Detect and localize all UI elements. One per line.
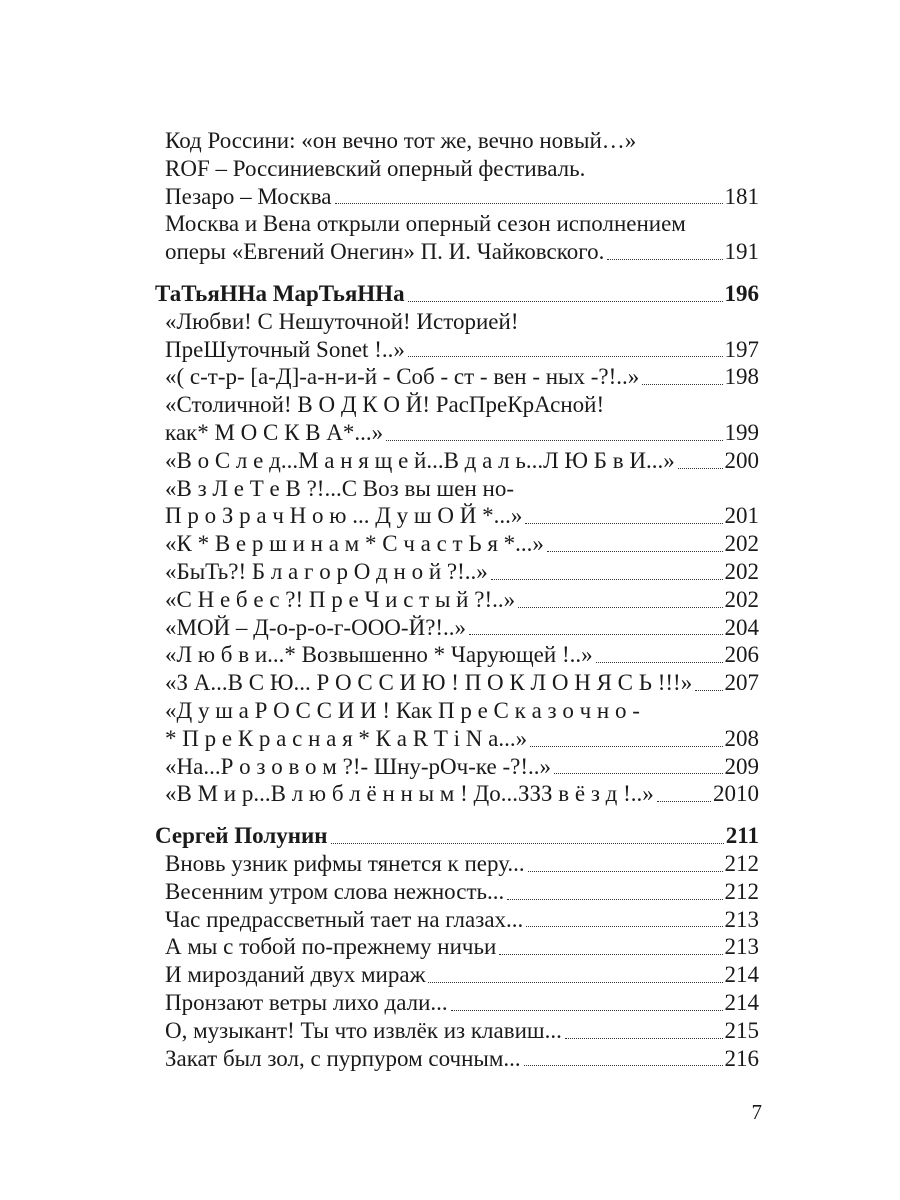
entry-title: «Любви! С Нешуточной! Историей! [165, 308, 519, 334]
toc-entry[interactable] [155, 669, 759, 697]
dot-leader [547, 551, 723, 552]
section-gap [155, 266, 759, 280]
dot-leader [507, 899, 722, 900]
toc-entry[interactable] [155, 989, 759, 1017]
dot-leader [565, 1038, 723, 1039]
entry-title: * П р е К р а с н а я * К а R Т i N а...» [165, 725, 528, 751]
dot-leader [469, 634, 722, 635]
dot-leader [525, 523, 722, 524]
entry-page-number: 212 [724, 850, 759, 876]
author-name: ТаТьяННа МарТьяННа [155, 280, 405, 306]
entry-page-number: 196 [724, 280, 759, 306]
dot-leader [408, 356, 723, 357]
dot-leader [386, 440, 722, 441]
toc-entry[interactable] [155, 780, 759, 808]
toc-entry[interactable] [155, 725, 759, 753]
toc-entry[interactable] [155, 336, 759, 364]
dot-leader [596, 662, 723, 663]
entry-title: «БыТь?! Б л а г о р О д н о й ?!..» [165, 558, 488, 584]
entry-title: «В з Л е Т е В ?!...С Воз вы шен но- [165, 475, 514, 501]
entry-title: Час предрассветный тает на глазах... [165, 906, 524, 932]
toc-entry[interactable] [155, 127, 759, 155]
entry-title: «В о С л е д...М а н я щ е й...В д а л ь...Л Ю Б в И...» [165, 447, 675, 473]
entry-page-number: 200 [724, 447, 759, 473]
entry-page-number: 215 [724, 1017, 759, 1043]
toc-entry[interactable] [155, 210, 759, 238]
toc-author-heading[interactable] [155, 822, 759, 850]
dot-leader [678, 468, 723, 469]
entry-title: «С Н е б е с ?! П р е Ч и с т ы й ?!..» [165, 586, 516, 612]
entry-page-number: 208 [724, 725, 759, 751]
entry-title: как* М О С К В А*...» [165, 419, 384, 445]
entry-page-number: 202 [724, 531, 759, 557]
entry-title: «На...Р о з о в о м ?!- Шну-рОч-ке -?!..» [165, 753, 551, 779]
entry-title: «( с-т-р- [а-Д]-а-н-и-й - Соб - ст - вен - ных -?!..» [165, 364, 640, 390]
entry-title: Москва и Вена открыли оперный сезон исполнением [165, 211, 686, 237]
dot-leader [451, 1010, 723, 1011]
dot-leader [657, 801, 711, 802]
dot-leader [554, 773, 723, 774]
toc-entry[interactable] [155, 850, 759, 878]
toc-entry[interactable] [155, 155, 759, 183]
entry-page-number: 206 [724, 642, 759, 668]
toc-entry[interactable] [155, 614, 759, 642]
entry-title: Закат был зол, с пурпуром сочным... [165, 1045, 521, 1071]
dot-leader [695, 690, 722, 691]
entry-title: Вновь узник рифмы тянется к перу... [165, 850, 525, 876]
entry-page-number: 198 [724, 364, 759, 390]
toc-entry[interactable] [155, 502, 759, 530]
toc-entry[interactable] [155, 1045, 759, 1073]
page-number: 7 [751, 1100, 762, 1124]
toc-entry[interactable] [155, 419, 759, 447]
entry-page-number: 202 [724, 558, 759, 584]
entry-page-number: 191 [724, 239, 759, 265]
entry-page-number: 213 [724, 906, 759, 932]
entry-page-number: 207 [724, 670, 759, 696]
entry-title: ПреШуточный Sonet !..» [165, 336, 405, 362]
entry-title: «Д у ш а Р О С С И И ! Как П р е С к а з о ч н о - [165, 697, 640, 723]
table-of-contents [155, 127, 759, 1072]
dot-leader [428, 982, 722, 983]
entry-page-number: 201 [724, 503, 759, 529]
entry-title: оперы «Евгений Онегин» П. И. Чайковского. [165, 239, 605, 265]
toc-author-heading[interactable] [155, 280, 759, 308]
dot-leader [335, 203, 723, 204]
toc-entry[interactable] [155, 753, 759, 781]
toc-entry[interactable] [155, 1017, 759, 1045]
dot-leader [499, 954, 722, 955]
dot-leader [518, 607, 722, 608]
entry-title: «Л ю б в и...* Возвышенно * Чарующей !..» [165, 642, 593, 668]
entry-title: «К * В е р ш и н а м * С ч а с т Ь я *...» [165, 531, 544, 557]
entry-title: Код Россини: «он вечно тот же, вечно новый…» [165, 128, 637, 153]
dot-leader [642, 384, 722, 385]
dot-leader [491, 579, 723, 580]
entry-title: Пронзают ветры лихо дали... [165, 989, 448, 1015]
entry-page-number: 214 [724, 962, 759, 988]
toc-entry[interactable] [155, 558, 759, 586]
entry-page-number: 2010 [713, 781, 759, 807]
entry-page-number: 197 [724, 336, 759, 362]
toc-entry[interactable] [155, 697, 759, 725]
toc-entry[interactable] [155, 183, 759, 211]
entry-title: Пезаро – Москва [165, 183, 332, 209]
entry-page-number: 181 [724, 183, 759, 209]
toc-entry[interactable] [155, 363, 759, 391]
toc-entry[interactable] [155, 906, 759, 934]
toc-entry[interactable] [155, 641, 759, 669]
dot-leader [331, 843, 724, 844]
toc-entry[interactable] [155, 391, 759, 419]
entry-page-number: 199 [724, 419, 759, 445]
toc-entry[interactable] [155, 447, 759, 475]
toc-entry[interactable] [155, 238, 759, 266]
entry-page-number: 202 [724, 586, 759, 612]
entry-page-number: 209 [724, 753, 759, 779]
entry-page-number: 211 [725, 823, 759, 849]
section-gap [155, 808, 759, 822]
entry-title: «Столичной! В О Д К О Й! РасПреКрАсной! [165, 392, 605, 418]
entry-title: П р о З р а ч Н о ю ... Д у ш О Й *...» [165, 503, 523, 529]
toc-entry[interactable] [155, 961, 759, 989]
entry-title: А мы с тобой по-прежнему ничьи [165, 934, 497, 960]
entry-title: Весенним утром слова нежность... [165, 878, 505, 904]
entry-title: ROF – Россиниевский оперный фестиваль. [165, 155, 586, 181]
toc-entry[interactable] [155, 475, 759, 503]
entry-page-number: 216 [724, 1045, 759, 1071]
toc-entry[interactable] [155, 933, 759, 961]
entry-title: И мирозданий двух мираж [165, 962, 426, 988]
entry-page-number: 204 [724, 614, 759, 640]
dot-leader [408, 301, 723, 302]
dot-leader [607, 259, 722, 260]
toc-entry[interactable] [155, 586, 759, 614]
toc-entry[interactable] [155, 878, 759, 906]
dot-leader [528, 871, 723, 872]
dot-leader [526, 926, 722, 927]
entry-title: О, музыкант! Ты что извлёк из клавиш... [165, 1017, 562, 1043]
entry-title: «В М и р...В л ю б л ё н н ы м ! До...ЗЗЗ в ё з д !..» [165, 781, 654, 807]
entry-page-number: 214 [724, 989, 759, 1015]
entry-title: «МОЙ – Д-о-р-о-г-ООО-Й?!..» [165, 614, 467, 640]
entry-page-number: 212 [724, 878, 759, 904]
author-name: Сергей Полунин [155, 823, 328, 849]
toc-entry[interactable] [155, 530, 759, 558]
dot-leader [524, 1065, 723, 1066]
dot-leader [530, 746, 722, 747]
entry-title: «З А...В С Ю... Р О С С И Ю ! П О К Л О Н Я С Ь !!!» [165, 670, 693, 696]
entry-page-number: 213 [724, 934, 759, 960]
toc-entry[interactable] [155, 308, 759, 336]
